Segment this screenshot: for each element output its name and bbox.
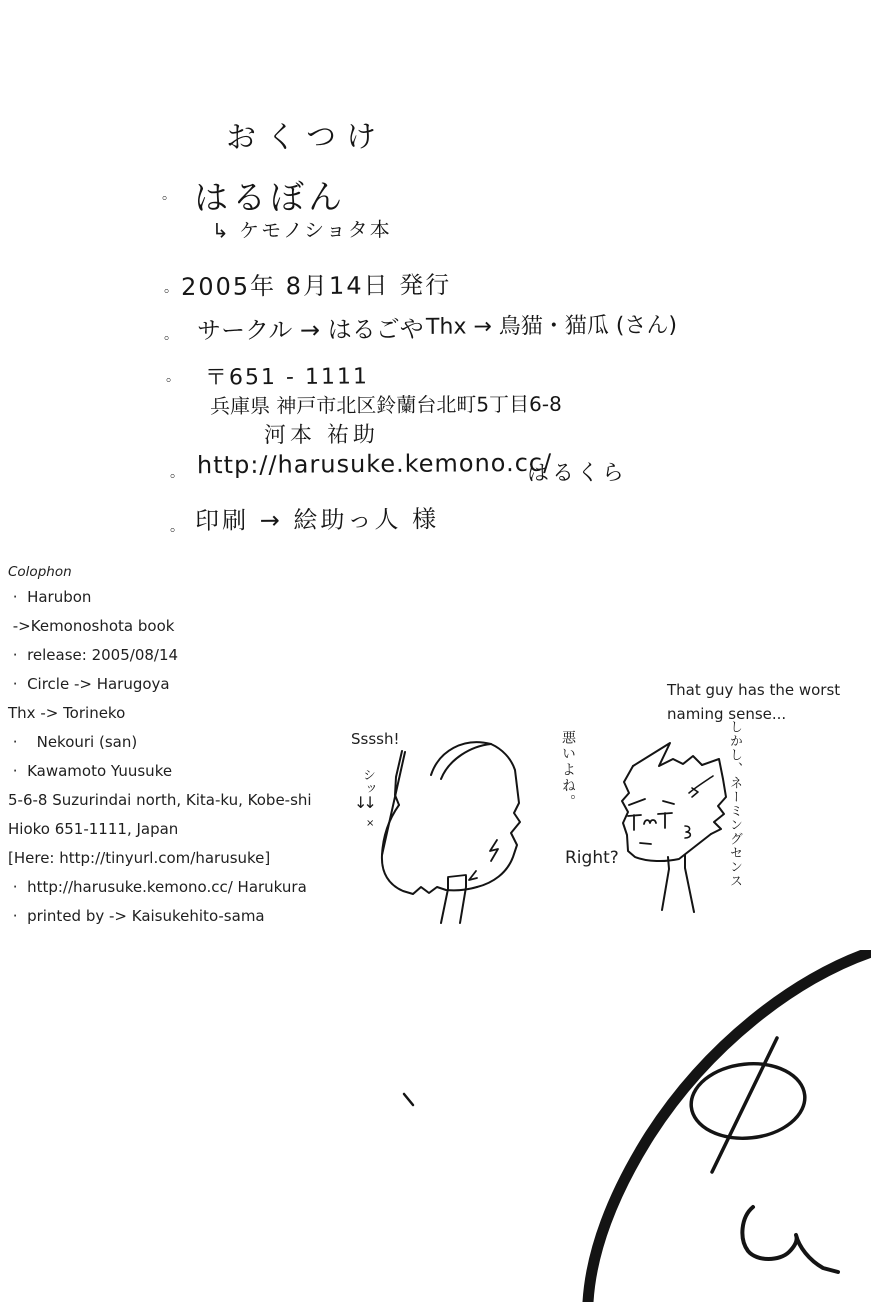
colophon-line-address: 5-6-8 Suzurindai north, Kita-ku, Kobe-shi: [8, 791, 312, 809]
naming-comment: That guy has the worst naming sense...: [667, 681, 845, 723]
handwritten-url-label: はるくら: [526, 460, 628, 487]
handwritten-bullet: 。: [170, 519, 184, 535]
colophon-line-circle: · Circle -> Harugoya: [8, 675, 170, 693]
shush-jp-caption: シッ: [360, 768, 375, 796]
handwritten-bullet: 。: [170, 465, 184, 481]
large-circle-doodle-sketch: [560, 950, 871, 1302]
colophon-line-thx: Thx -> Torineko: [8, 704, 126, 722]
handwritten-bullet: 。: [164, 327, 178, 343]
x-mark: ×: [366, 818, 375, 829]
handwritten-thanks-line: Thx → 鳥猫・猫瓜 (さん): [425, 313, 678, 340]
handwritten-release-line: 2005年 8月14日 発行: [180, 271, 452, 301]
colophon-line-release: · release: 2005/08/14: [8, 646, 179, 664]
handwritten-circle-line: サークル → はるごや: [196, 315, 424, 345]
colophon-line-website: · http://harusuke.kemono.cc/ Harukura: [8, 878, 307, 896]
handwritten-book-subtitle: ↳ ケモノショタ本: [211, 217, 392, 243]
down-arrows-mark: ↓↓: [354, 793, 373, 812]
right-question-caption: Right?: [565, 848, 619, 868]
colophon-line-nekouri: · Nekouri (san): [8, 733, 138, 751]
colophon-line-kemonoshota: ->Kemonoshota book: [8, 617, 175, 635]
warui-jp-caption: 悪いよね。: [560, 730, 576, 810]
handwritten-bullet: 。: [166, 369, 180, 385]
back-of-cat-head-sketch: [345, 725, 530, 925]
colophon-line-kawamoto: · Kawamoto Yuusuke: [8, 762, 173, 780]
colophon-line-tinyurl: [Here: http://tinyurl.com/harusuke]: [8, 849, 271, 867]
handwritten-address-line: 兵庫県 神戸市北区鈴蘭台北町5丁目6-8: [209, 391, 562, 419]
handwritten-bullet: 。: [164, 280, 178, 296]
colophon-line-harubon: · Harubon: [8, 588, 92, 606]
colophon-line-prefecture: Hioko 651-1111, Japan: [8, 820, 179, 838]
handwritten-url-line: http://harusuke.kemono.cc/: [196, 448, 553, 480]
colophon-heading: Colophon: [8, 564, 72, 580]
handwritten-title: おくつけ: [225, 119, 387, 156]
stray-pen-mark: [398, 1088, 422, 1112]
colophon-translation-block: [8, 564, 312, 936]
handwritten-postal-line: 〒651 - 1111: [204, 364, 370, 391]
handwritten-printer-line: 印刷 → 絵助っ人 様: [194, 505, 440, 535]
handwritten-author-name: 河本 祐助: [263, 422, 380, 449]
shush-caption: Ssssh!: [351, 730, 400, 748]
handwritten-bullet: 。: [162, 187, 176, 203]
colophon-line-printedby: · printed by -> Kaisukehito-sama: [8, 907, 265, 925]
shikashi-jp-caption: しかし、ネーミングセンス: [727, 720, 742, 888]
sad-cat-face-sketch: [600, 735, 750, 920]
handwritten-book-title: はるぼん: [193, 177, 347, 219]
